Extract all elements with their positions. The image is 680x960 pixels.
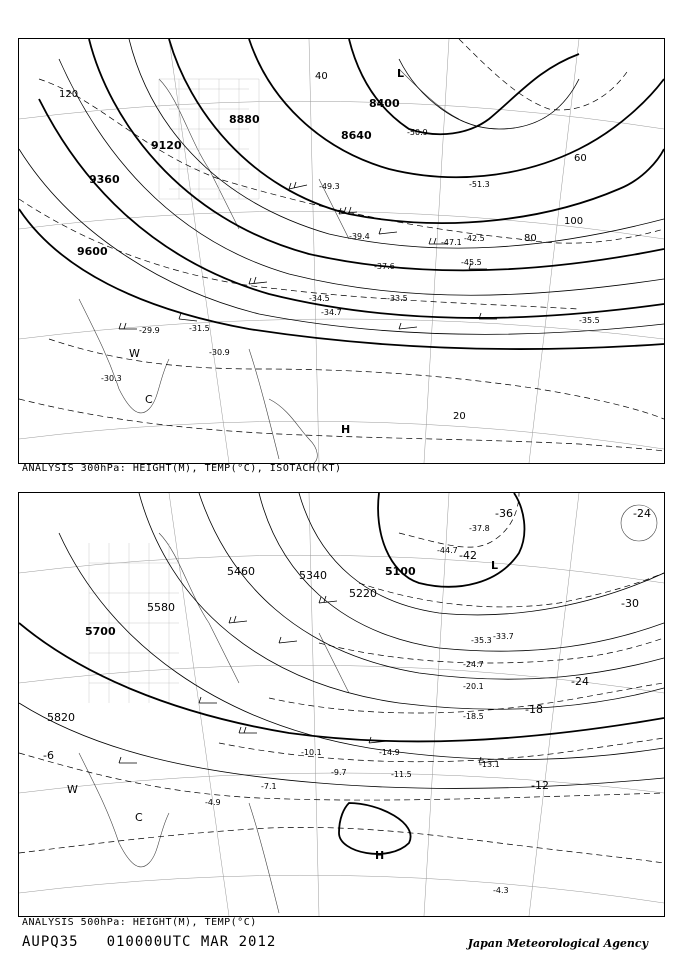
height-label-5700: 5700 [85, 625, 116, 638]
temp-label: -49.3 [319, 182, 340, 191]
isotach-label-40: 40 [315, 71, 328, 82]
height-label-5820: 5820 [47, 711, 75, 724]
isotherm-label: -42 [459, 549, 477, 562]
high-center-marker: H [341, 423, 351, 436]
station-value: -7.1 [261, 782, 277, 791]
high-center-marker: H [375, 849, 385, 862]
low-center-marker: L [491, 559, 499, 572]
temp-label: -37.6 [374, 262, 395, 271]
isotach-label-120: 120 [59, 89, 79, 100]
temp-label: -33.5 [387, 294, 408, 303]
station-value: -24.7 [463, 660, 484, 669]
height-label-9600: 9600 [77, 245, 108, 258]
height-label-5100: 5100 [385, 565, 416, 578]
height-label-8880: 8880 [229, 113, 260, 126]
station-value: -20.1 [463, 682, 484, 691]
height-contours [19, 493, 664, 854]
coastline [79, 69, 459, 463]
graticule [19, 39, 664, 463]
height-label-5220: 5220 [349, 587, 377, 600]
isotherm-label: -12 [531, 779, 549, 792]
temp-label: -50.9 [407, 128, 428, 137]
station-value: -11.5 [391, 770, 412, 779]
station-value: -4.9 [205, 798, 221, 807]
low-center-marker: L [397, 67, 405, 80]
temp-label: -51.3 [469, 180, 490, 189]
isotach-label-60: 60 [574, 153, 587, 164]
temp-label: -30.9 [209, 348, 230, 357]
station-value: -13.1 [479, 760, 500, 769]
isotach-label-20: 20 [453, 411, 466, 422]
isotherm-label: -18 [525, 703, 543, 716]
height-label-9360: 9360 [89, 173, 120, 186]
wind-barbs [119, 182, 497, 329]
station-value: -14.9 [379, 748, 400, 757]
temp-label: -45.5 [461, 258, 482, 267]
isotach-label-100: 100 [564, 216, 584, 227]
isotachs [19, 39, 664, 451]
cold-center-marker: C [135, 811, 143, 824]
isotherm-label: -24 [633, 507, 651, 520]
station-value: -37.8 [469, 524, 490, 533]
chart-code: AUPQ35 [22, 934, 79, 950]
temp-label: -35.5 [579, 316, 600, 325]
height-label-8640: 8640 [341, 129, 372, 142]
height-label-5580: 5580 [147, 601, 175, 614]
warm-center-marker: W [129, 347, 140, 360]
chart-valid-time: 010000UTC MAR 2012 [106, 934, 277, 950]
temp-label: -29.9 [139, 326, 160, 335]
temp-label: -39.4 [349, 232, 370, 241]
isotach-label-80: 80 [524, 233, 537, 244]
isotherm-label: -36 [495, 507, 513, 520]
agency-credit: Japan Meteorological Agency [467, 937, 648, 950]
height-label-5460: 5460 [227, 565, 255, 578]
station-value: -18.5 [463, 712, 484, 721]
station-value: -9.7 [331, 768, 347, 777]
station-value: -44.7 [437, 546, 458, 555]
thin-contours [19, 493, 664, 788]
temp-label: -34.7 [321, 308, 342, 317]
height-label-8400: 8400 [369, 97, 400, 110]
temp-label: -42.5 [464, 234, 485, 243]
graticule [19, 493, 664, 916]
map-panel-500hpa [18, 492, 665, 917]
temp-label: -30.3 [101, 374, 122, 383]
chart-identifier [22, 934, 276, 950]
station-value: -4.3 [493, 886, 509, 895]
caption-500hpa: ANALYSIS 500hPa: HEIGHT(M), TEMP(°C) [22, 917, 257, 928]
station-value: -35.3 [471, 636, 492, 645]
isotherm-label: -30 [621, 597, 639, 610]
height-label-5340: 5340 [299, 569, 327, 582]
station-value: -33.7 [493, 632, 514, 641]
map-500hpa-canvas [19, 493, 664, 916]
cold-center-marker: C [145, 393, 153, 406]
station-value: -10.1 [301, 748, 322, 757]
map-panel-300hpa [18, 38, 665, 464]
isotherm-label: -24 [571, 675, 589, 688]
warm-center-marker: W [67, 783, 78, 796]
temp-label: -47.1 [441, 238, 462, 247]
map-300hpa-canvas [19, 39, 664, 463]
caption-300hpa: ANALYSIS 300hPa: HEIGHT(M), TEMP(°C), ISOTACH(KT) [22, 463, 342, 474]
temp-label: -34.5 [309, 294, 330, 303]
shaded-region [89, 543, 179, 703]
height-contours [19, 39, 664, 349]
thin-contours [19, 39, 664, 334]
isotherm-label: -6 [43, 749, 54, 762]
temp-label: -31.5 [189, 324, 210, 333]
height-label-9120: 9120 [151, 139, 182, 152]
